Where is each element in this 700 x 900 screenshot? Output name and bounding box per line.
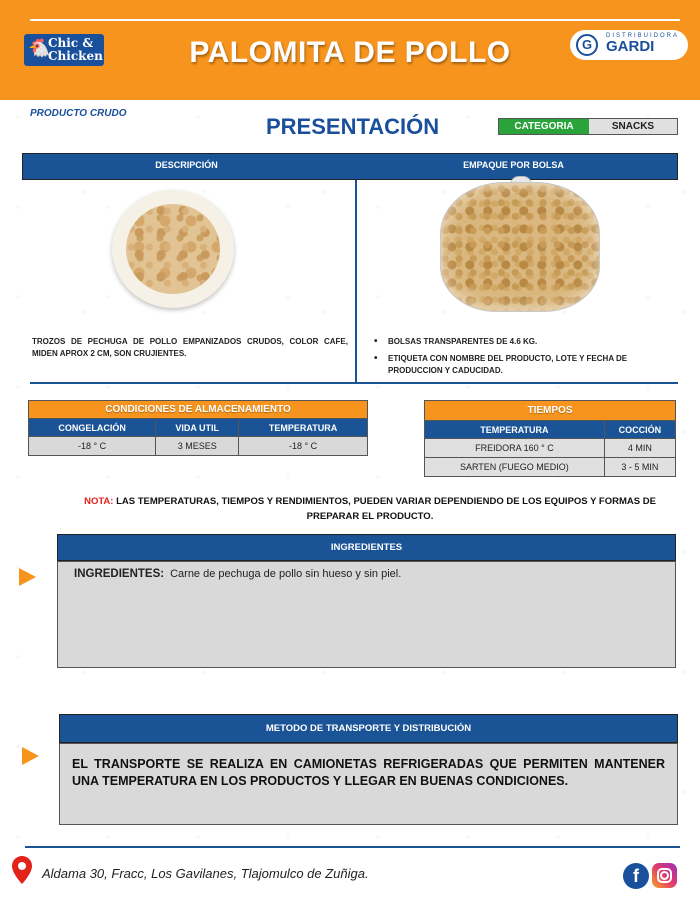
category-label: CATEGORIA bbox=[499, 119, 589, 134]
table-header: TEMPERATURA bbox=[425, 421, 605, 439]
gardi-logo: G DISTRIBUIDORA GARDI bbox=[570, 30, 688, 60]
list-item: • ETIQUETA CON NOMBRE DEL PRODUCTO, LOTE Y FECHA DE PRODUCCION Y CADUCIDAD. bbox=[372, 353, 672, 377]
table-cell: -18 ° C bbox=[239, 437, 368, 456]
note-label: NOTA: bbox=[84, 496, 114, 507]
presentation-table-header bbox=[22, 153, 678, 180]
note bbox=[70, 494, 670, 524]
column-divider bbox=[355, 180, 357, 382]
transport-text: EL TRANSPORTE SE REALIZA EN CAMIONETAS REFRIGERADAS QUE PERMITEN MANTENER UNA TEMPERATURA EN LOS PRODUCTOS Y LLEGAR EN BUENAS CONDICIONES. bbox=[59, 743, 678, 825]
table-header: VIDA UTIL bbox=[156, 419, 239, 437]
category-value: SNACKS bbox=[589, 119, 677, 134]
ingredients-text: Carne de pechuga de pollo sin hueso y sin piel. bbox=[170, 568, 402, 580]
arrow-right-icon bbox=[22, 747, 39, 765]
product-description: TROZOS DE PECHUGA DE POLLO EMPANIZADOS CRUDOS, COLOR CAFE, MIDEN APROX 2 CM, SON CRUJIENTES. bbox=[32, 337, 348, 358]
facebook-icon[interactable]: f bbox=[623, 863, 649, 889]
table-cell: -18 ° C bbox=[29, 437, 156, 456]
times-table-title: TIEMPOS bbox=[425, 401, 676, 421]
table-header: COCCIÓN bbox=[604, 421, 675, 439]
address-text: Aldama 30, Fracc, Los Gavilanes, Tlajomulco de Zuñiga. bbox=[42, 866, 369, 881]
hen-icon: 🐔 bbox=[28, 38, 51, 59]
presentacion-title: PRESENTACIÓN bbox=[266, 114, 440, 139]
page-title: PALOMITA DE POLLO bbox=[189, 36, 511, 69]
storage-conditions-table bbox=[28, 400, 368, 456]
table-cell: 4 MIN bbox=[604, 439, 675, 458]
location-pin-icon bbox=[12, 856, 32, 884]
transport-header: METODO DE TRANSPORTE Y DISTRIBUCIÓN bbox=[59, 714, 678, 743]
gardi-mark-icon: G bbox=[576, 34, 598, 56]
table-header: CONGELACIÓN bbox=[29, 419, 156, 437]
table-cell: SARTEN (FUEGO MEDIO) bbox=[425, 458, 605, 477]
product-bag-image bbox=[440, 182, 600, 312]
header-divider bbox=[30, 19, 680, 21]
table-cell: FREIDORA 160 ° C bbox=[425, 439, 605, 458]
ingredients-label: INGREDIENTES: bbox=[74, 568, 165, 580]
chicken-popcorn-pieces bbox=[126, 204, 220, 294]
cooking-times-table bbox=[424, 400, 676, 477]
packaging-column-header: EMPAQUE POR BOLSA bbox=[463, 160, 564, 170]
page-header bbox=[0, 0, 700, 100]
product-plate-image bbox=[112, 190, 234, 308]
category-badge bbox=[498, 118, 678, 135]
table-cell: 3 - 5 MIN bbox=[604, 458, 675, 477]
product-type-label: PRODUCTO CRUDO bbox=[30, 108, 127, 119]
list-item: • BOLSAS TRANSPARENTES DE 4.6 KG. bbox=[372, 336, 672, 348]
chic-chicken-logo: 🐔 Chic & Chicken bbox=[24, 34, 104, 66]
section-divider bbox=[30, 382, 678, 384]
storage-table-title: CONDICIONES DE ALMACENAMIENTO bbox=[29, 401, 368, 419]
packaging-list bbox=[372, 336, 672, 382]
instagram-icon[interactable] bbox=[652, 863, 677, 888]
note-text: LAS TEMPERATURAS, TIEMPOS Y RENDIMIENTOS, PUEDEN VARIAR DEPENDIENDO DE LOS EQUIPOS Y FORMAS DE PREPARAR EL PRODUCTO. bbox=[113, 496, 656, 522]
table-header: TEMPERATURA bbox=[239, 419, 368, 437]
table-cell: 3 MESES bbox=[156, 437, 239, 456]
arrow-right-icon bbox=[19, 568, 36, 586]
footer-divider bbox=[25, 846, 680, 848]
ingredients-header: INGREDIENTES bbox=[57, 534, 676, 561]
description-column-header: DESCRIPCIÓN bbox=[155, 160, 218, 170]
ingredients-box bbox=[57, 561, 676, 668]
